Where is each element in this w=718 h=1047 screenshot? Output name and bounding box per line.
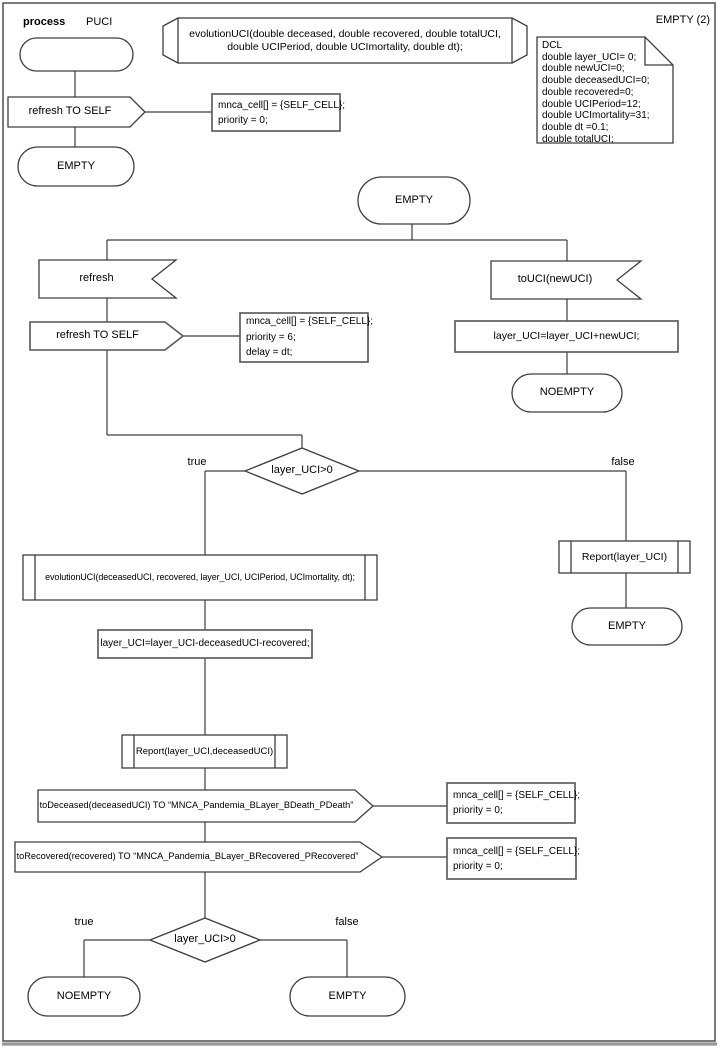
comment-start-text: mnca_cell[] = {SELF_CELL}; priority = 0; [218, 99, 346, 126]
decision2-condition: layer_UCI>0 [174, 933, 236, 946]
process-keyword: process [23, 15, 66, 28]
decision1-false-label: false [611, 456, 635, 469]
task-add-label: layer_UCI=layer_UCI+newUCI; [493, 330, 640, 343]
decision2-true-label: true [74, 916, 94, 929]
decision1-condition: layer_UCI>0 [271, 464, 333, 477]
declaration-line1: evolutionUCI(double deceased, double recovered, double totalUCI, [189, 27, 501, 40]
declaration-left-cap [163, 18, 178, 63]
state-noempty-label: NOEMPTY [539, 386, 595, 399]
decision2-false-label: false [335, 916, 359, 929]
state-noempty-final-label: NOEMPTY [56, 989, 112, 1002]
task-sub-label: layer_UCI=layer_UCI-deceasedUCI-recovered; [100, 638, 310, 649]
top-right-label: EMPTY (2) [655, 13, 710, 26]
input-touci-label: toUCI(newUCI) [517, 273, 593, 286]
declaration-text [180, 18, 510, 63]
state-empty-main-label: EMPTY [395, 193, 433, 206]
comment-refresh-text: mnca_cell[] = {SELF_CELL}; priority = 6; delay = dt; [246, 316, 374, 359]
proc-report-one-label: Report(layer_UCI) [581, 550, 668, 563]
declaration-line2: double UCIPeriod, double UCImortality, double dt); [227, 40, 463, 53]
output-refresh-self-label: refresh TO SELF [56, 329, 139, 342]
process-name: PUCI [86, 15, 113, 28]
comment-recovered-text: mnca_cell[] = {SELF_CELL}; priority = 0; [453, 845, 581, 872]
state-empty-final-label: EMPTY [328, 989, 367, 1002]
proc-evolution-label: evolutionUCI(deceasedUCI, recovered, layer_UCI, UCIPeriod, UCImortality, dt); [45, 572, 355, 583]
decision1-true-label: true [187, 456, 207, 469]
state-empty-right-label: EMPTY [608, 619, 646, 632]
dcl-note-text: DCL double layer_UCI= 0; double newUCI=0; double deceasedUCI=0; double recovered=0; double UCIPeriod=12; double UCImortality=31; double dt =0.1; double totalUCI; [542, 40, 650, 145]
output-recovered-label: toRecovered(recovered) TO “MNCA_Pandemia_BLayer_BRecovered_PRecovered” [16, 851, 359, 862]
state-empty-start-label: EMPTY [57, 159, 95, 172]
start-symbol [20, 38, 133, 71]
input-refresh-label: refresh [79, 272, 114, 285]
declaration-right-cap [512, 18, 527, 63]
output-deceased-label: toDeceased(deceasedUCI) TO “MNCA_Pandemia_BLayer_BDeath_PDeath” [39, 800, 354, 811]
output-refresh-self-start-label: refresh TO SELF [28, 105, 112, 118]
comment-deceased-text: mnca_cell[] = {SELF_CELL}; priority = 0; [453, 790, 581, 816]
proc-report-two-label: Report(layer_UCI,deceasedUCI) [135, 745, 274, 757]
